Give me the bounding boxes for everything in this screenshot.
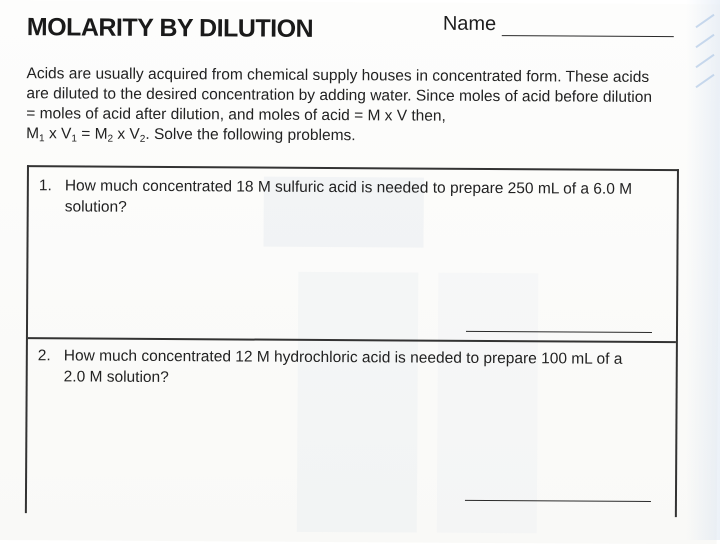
formula-m1: M (26, 125, 40, 143)
worksheet-title: MOLARITY BY DILUTION (26, 13, 314, 43)
name-field[interactable] (443, 13, 674, 37)
problem-2 (38, 345, 638, 391)
problems-box (25, 165, 679, 517)
edge-stripe (695, 54, 714, 68)
answer-line-2[interactable] (465, 500, 651, 502)
formula-sub: 2 (139, 133, 146, 145)
answer-line-1[interactable] (466, 331, 652, 333)
page-edge-shadow (686, 0, 720, 540)
problem-number: 2. (37, 347, 51, 365)
formula-v1: x V (44, 125, 72, 143)
edge-stripe (695, 74, 714, 88)
formula-equals: = (76, 125, 95, 143)
formula-sub: 1 (71, 133, 77, 145)
formula-instruction: . Solve the following problems. (145, 125, 356, 145)
formula-v2: x V (113, 125, 140, 143)
problem-divider (28, 337, 676, 343)
problem-number: 1. (38, 177, 52, 195)
formula-sub: 2 (107, 133, 114, 145)
name-blank-line[interactable] (502, 15, 674, 37)
problem-text: How much concentrated 12 M hydrochloric acid is needed to prepare 100 mL of a 2.0 M solution? (63, 347, 623, 387)
name-label: Name (442, 12, 497, 36)
intro-text: Acids are usually acquired from chemical supply houses in concentrated form. These acids are diluted to the desired concentration by adding water. Since moles of acid before dilution = moles of acid after dilution, and moles of acid = M x V then, (26, 65, 653, 125)
edge-stripe (695, 14, 714, 28)
dilution-formula (26, 124, 656, 153)
intro-paragraph (26, 64, 657, 153)
formula-m2: M (94, 125, 108, 143)
edge-stripe (695, 34, 714, 48)
problem-text: How much concentrated 18 M sulfuric acid is needed to prepare 250 mL of a 6.0 M solution? (64, 177, 633, 216)
formula-sub: 1 (39, 133, 45, 145)
problem-1 (39, 175, 639, 221)
